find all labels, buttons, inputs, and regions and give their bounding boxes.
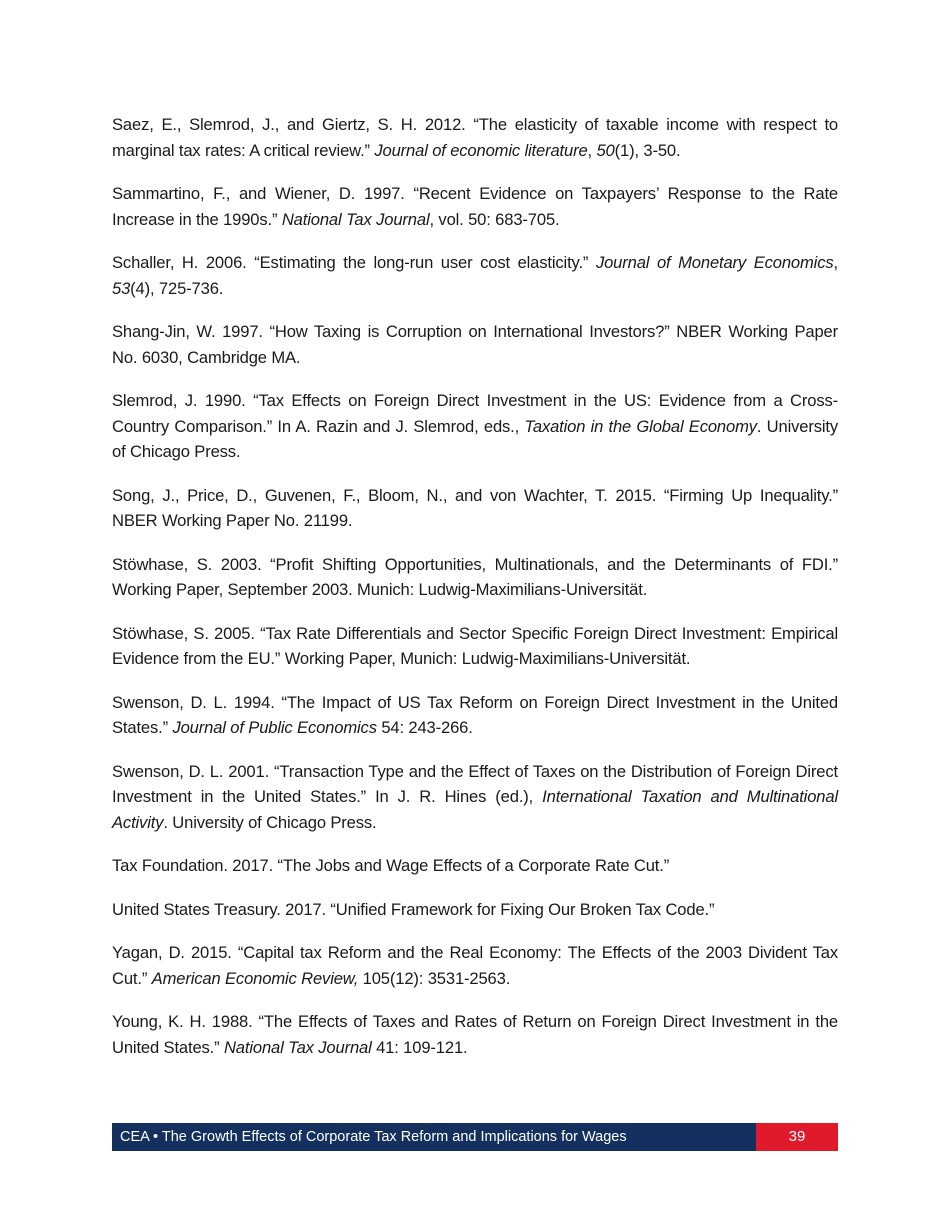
reference-italic-text: National Tax Journal bbox=[223, 1037, 372, 1057]
reference-italic-text: American Economic Review, bbox=[151, 968, 359, 988]
reference-text: , vol. 50: 683-705. bbox=[429, 209, 560, 229]
reference-italic-text: International Taxation and Multinational Activity bbox=[112, 787, 838, 832]
reference-text: Stöwhase, S. 2003. “Profit Shifting Opportunities, Multinationals, and the Determinants of FDI.” Working Paper, September 2003. Munich: Ludwig-Maximilians-Universität. bbox=[112, 554, 838, 599]
reference-italic-text: 50 bbox=[596, 140, 615, 160]
reference-entry bbox=[112, 181, 838, 232]
reference-text: . University of Chicago Press. bbox=[163, 812, 377, 832]
reference-text: Slemrod, J. 1990. “Tax Effects on Foreign Direct Investment in the US: Evidence from a Cross-Country Comparison.” In A. Razin and J. Slemrod, eds., bbox=[112, 391, 838, 436]
reference-text: (1), 3-50. bbox=[614, 140, 681, 160]
reference-italic-text: Journal of economic literature bbox=[374, 140, 588, 160]
reference-entry bbox=[112, 112, 838, 163]
reference-entry bbox=[112, 250, 838, 301]
reference-entry bbox=[112, 552, 838, 603]
reference-italic-text: Journal of Monetary Economics bbox=[595, 253, 834, 272]
reference-text: . University of Chicago Press. bbox=[112, 416, 838, 461]
reference-entry bbox=[112, 759, 838, 836]
reference-text: Shang-Jin, W. 1997. “How Taxing is Corruption on International Investors?” NBER Working Paper No. 6030, Cambridge MA. bbox=[112, 322, 838, 367]
reference-text: Swenson, D. L. 1994. “The Impact of US Tax Reform on Foreign Direct Investment in the United States.” bbox=[112, 692, 838, 737]
page-footer bbox=[112, 1123, 838, 1151]
reference-text: Tax Foundation. 2017. “The Jobs and Wage Effects of a Corporate Rate Cut.” bbox=[112, 856, 670, 875]
reference-italic-text: 53 bbox=[112, 278, 131, 298]
reference-italic-text: Journal of Public Economics bbox=[172, 718, 377, 737]
reference-entry bbox=[112, 483, 838, 534]
reference-entry bbox=[112, 940, 838, 991]
reference-entry bbox=[112, 897, 838, 923]
reference-entry bbox=[112, 690, 838, 741]
reference-entry bbox=[112, 853, 838, 879]
reference-text: 105(12): 3531-2563. bbox=[358, 968, 511, 988]
reference-entry bbox=[112, 319, 838, 370]
reference-text: Song, J., Price, D., Guvenen, F., Bloom, N., and von Wachter, T. 2015. “Firming Up Inequality.” NBER Working Paper No. 21199. bbox=[112, 485, 838, 530]
reference-entry bbox=[112, 621, 838, 672]
reference-text: United States Treasury. 2017. “Unified Framework for Fixing Our Broken Tax Code.” bbox=[112, 899, 715, 919]
reference-text: (4), 725-736. bbox=[130, 278, 224, 298]
reference-text: Young, K. H. 1988. “The Effects of Taxes and Rates of Return on Foreign Direct Investment in the United States.” bbox=[112, 1012, 838, 1057]
reference-entry bbox=[112, 1009, 838, 1060]
reference-italic-text: National Tax Journal bbox=[281, 209, 430, 229]
reference-text: 41: 109-121. bbox=[371, 1037, 468, 1057]
footer-title: CEA • The Growth Effects of Corporate Tax Reform and Implications for Wages bbox=[112, 1123, 756, 1151]
reference-text: Swenson, D. L. 2001. “Transaction Type and the Effect of Taxes on the Distribution of Foreign Direct Investment in the United States.” In J. R. Hines (ed.), bbox=[112, 761, 838, 806]
reference-entry bbox=[112, 388, 838, 465]
reference-text: Schaller, H. 2006. “Estimating the long-run user cost elasticity.” bbox=[112, 253, 596, 272]
reference-list bbox=[112, 112, 838, 1078]
reference-text: , bbox=[587, 140, 597, 160]
reference-text: Sammartino, F., and Wiener, D. 1997. “Recent Evidence on Taxpayers’ Response to the Rate Increase in the 1990s.” bbox=[112, 184, 838, 229]
reference-text: Saez, E., Slemrod, J., and Giertz, S. H. 2012. “The elasticity of taxable income with respect to marginal tax rates: A critical review.” bbox=[112, 115, 838, 160]
page-number: 39 bbox=[756, 1123, 838, 1151]
reference-italic-text: Taxation in the Global Economy bbox=[524, 416, 757, 436]
reference-text: Yagan, D. 2015. “Capital tax Reform and the Real Economy: The Effects of the 2003 Divident Tax Cut.” bbox=[112, 943, 838, 988]
reference-text: 54: 243-266. bbox=[376, 718, 473, 737]
reference-text: , bbox=[833, 253, 838, 272]
reference-text: Stöwhase, S. 2005. “Tax Rate Differentials and Sector Specific Foreign Direct Investment: Empirical Evidence from the EU.” Working Paper, Munich: Ludwig-Maximilians-Universität. bbox=[112, 623, 838, 668]
